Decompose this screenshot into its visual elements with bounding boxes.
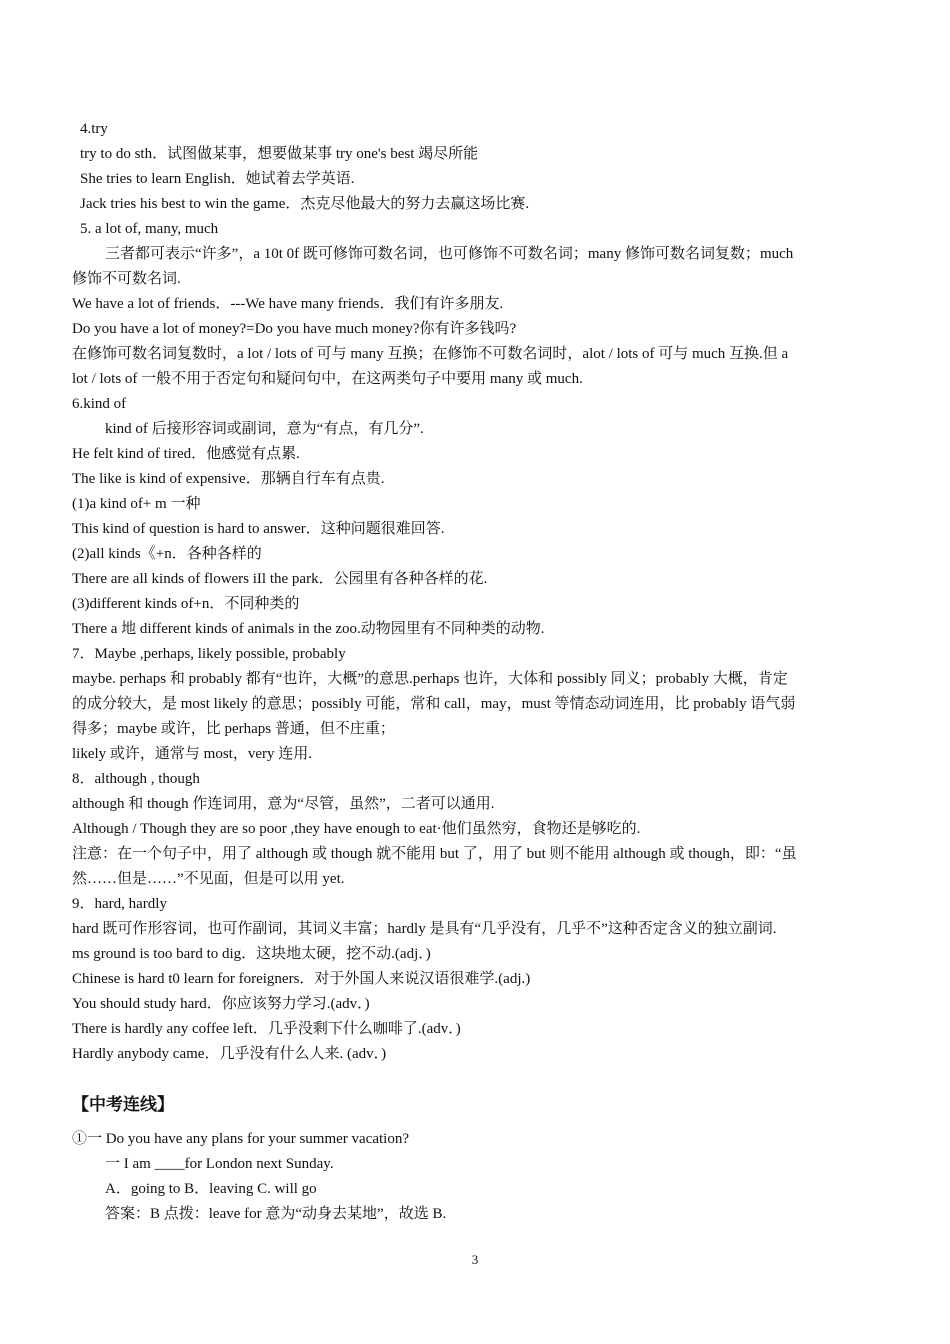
text-line: Hardly anybody came．几乎没有什么人来. (adv．) (72, 1046, 387, 1062)
text-line: He felt kind of tired．他感觉有点累. (72, 446, 300, 462)
section-title: 【中考连线】 (72, 1095, 174, 1115)
text-line: We have a lot of friends．---We have many friends．我们有许多朋友. (72, 296, 504, 312)
text-line: hard 既可作形容词，也可作副词，其词义丰富；hardly 是具有“几乎没有，几乎不”这种否定含义的独立副词. (72, 921, 777, 937)
heading-maybe: 7．Maybe ,perhaps, likely possible, probably (72, 646, 346, 662)
text-line: (1)a kind of+ m 一种 (72, 496, 201, 512)
answer-explanation: 答案：B 点拨：leave for 意为“动身去某地”，故选 B. (105, 1206, 447, 1222)
text-line: 在修饰可数名词复数时，a lot / lots of 可与 many 互换；在修饰不可数名词时，alot / lots of 可与 much 互换.但 a (72, 346, 789, 362)
page-number: 3 (471, 1252, 479, 1267)
text-line: try to do sth．试图做某事，想要做某事 try one's best 竭尽所能 (80, 146, 479, 162)
text-line: ms ground is too bard to dig．这块地太硬，挖不动.(adj．) (72, 946, 431, 962)
heading-hard: 9．hard, hardly (72, 896, 167, 912)
text-line: 注意：在一个句子中，用了 although 或 though 就不能用 but 了，用了 but 则不能用 although 或 though，即：“虽 (72, 846, 797, 862)
heading-kind-of: 6.kind of (72, 396, 127, 412)
text-line: There are all kinds of flowers iIl the park．公园里有各种各样的花. (72, 571, 488, 587)
text-line: There is hardly any coffee left．几乎没剩下什么咖啡了.(adv．) (72, 1021, 461, 1037)
text-line: likely 或许，通常与 most，very 连用. (72, 746, 312, 762)
heading-a-lot-of: 5. a lot of, many, much (80, 221, 219, 237)
text-line: 三者都可表示“许多”，a 10t 0f 既可修饰可数名词，也可修饰不可数名词；many 修饰可数名词复数；much (105, 246, 794, 262)
text-line: You should study hard．你应该努力学习.(adv．) (72, 996, 370, 1012)
text-line: Chinese is hard t0 learn for foreigners．对于外国人来说汉语很难学.(adj.) (72, 971, 531, 987)
text-line: (2)all kinds《+n．各种各样的 (72, 546, 262, 562)
heading-try: 4.try (80, 121, 108, 137)
text-line: This kind of question is hard to answer．这种问题很难回答. (72, 521, 445, 537)
question-line: 一 I am ____for London next Sunday. (105, 1156, 334, 1172)
heading-although: 8．although , though (72, 771, 200, 787)
text-line: although 和 though 作连词用，意为“尽管，虽然”，二者可以通用. (72, 796, 495, 812)
text-line: The like is kind of expensive．那辆自行车有点贵. (72, 471, 385, 487)
text-line: (3)different kinds of+n．不同种类的 (72, 596, 300, 612)
text-line: Jack tries his best to win the game．杰克尽他最大的努力去赢这场比赛. (80, 196, 530, 212)
text-line: maybe. perhaps 和 probably 都有“也许，大概”的意思.perhaps 也许，大体和 possibly 同义；probably 大概，肯定 (72, 671, 788, 687)
text-line: 得多；maybe 或许，比 perhaps 普通，但不庄重； (72, 721, 395, 737)
text-line: 修饰不可数名词. (72, 271, 181, 287)
text-line: Although / Though they are so poor ,they have enough to eat·他们虽然穷，食物还是够吃的. (72, 821, 641, 837)
text-line: 然……但是……”不见面，但是可以用 yet. (72, 871, 345, 887)
text-line: She tries to learn English．她试着去学英语. (80, 171, 355, 187)
text-line: Do you have a lot of money?=Do you have much money?你有许多钱吗? (72, 321, 517, 337)
text-line: kind of 后接形容词或副词，意为“有点，有几分”. (105, 421, 424, 437)
question-line: ①一 Do you have any plans for your summer vacation? (72, 1131, 409, 1147)
text-line: 的成分较大，是 most likely 的意思；possibly 可能，常和 call，may，must 等情态动词连用，比 probably 语气弱 (72, 696, 796, 712)
answer-options: A．going to B．leaving C. will go (105, 1181, 317, 1197)
text-line: lot / lots of 一般不用于否定句和疑问句中，在这两类句子中要用 many 或 much. (72, 371, 583, 387)
text-line: There a 地 different kinds of animals in the zoo.动物园里有不同种类的动物. (72, 621, 545, 637)
